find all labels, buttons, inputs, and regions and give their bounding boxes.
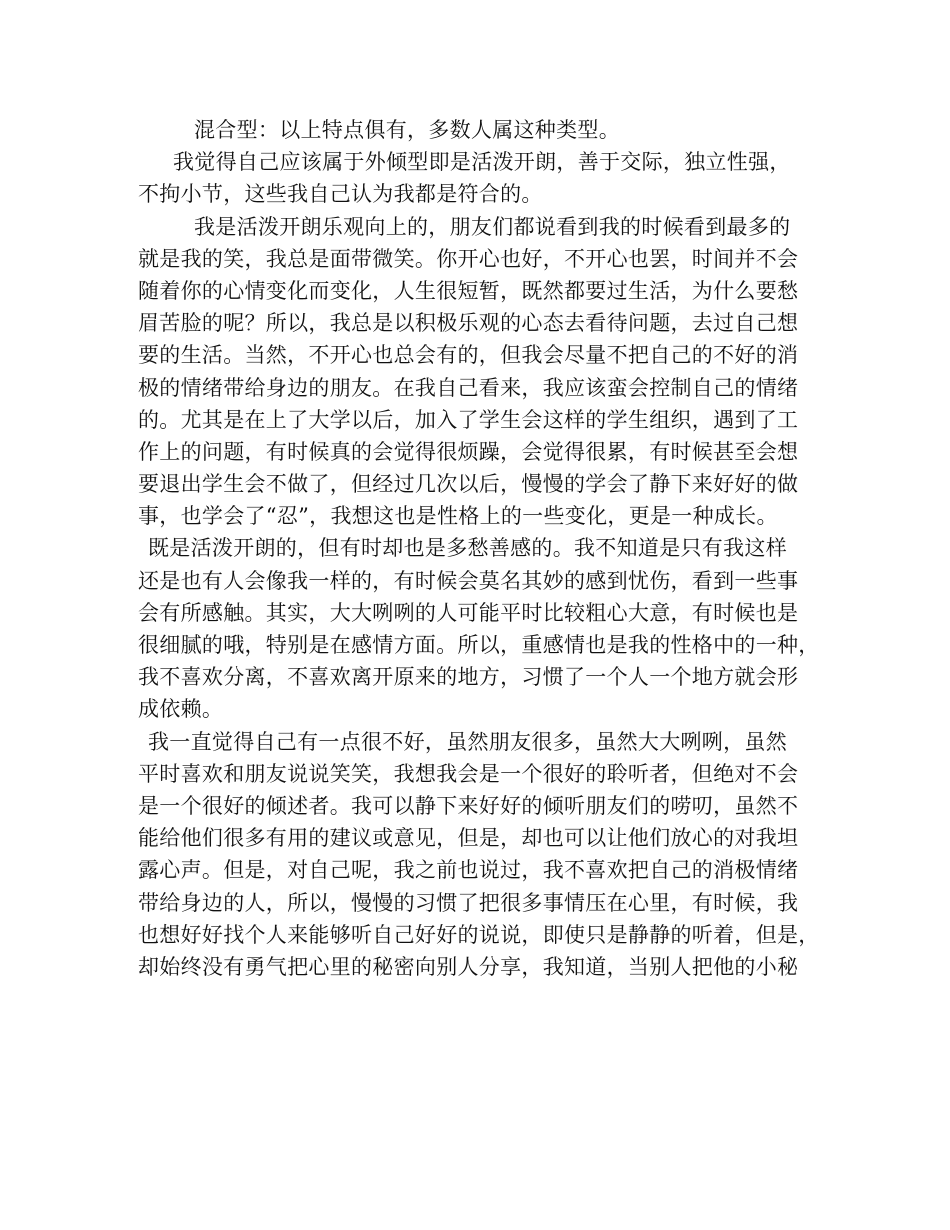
text-line: 却始终没有勇气把心里的秘密向别人分享，我知道，当别人把他的小秘 (138, 954, 799, 979)
text-line: 眉苦脸的呢？所以，我总是以积极乐观的心态去看待问题，去过自己想 (138, 311, 799, 336)
paragraph-extrovert (138, 146, 828, 210)
paragraph-sentimental (138, 532, 828, 725)
text-line: 露心声。但是，对自己呢，我之前也说过，我不喜欢把自己的消极情绪 (138, 858, 799, 883)
text-line: 事，也学会了“忍”，我想这也是性格上的一些变化，更是一种成长。 (138, 504, 778, 529)
paragraph-listener (138, 726, 828, 984)
text-line: 我一直觉得自己有一点很不好，虽然朋友很多，虽然大大咧咧，虽然 (148, 729, 787, 754)
text-line: 混合型：以上特点俱有，多数人属这种类型。 (194, 118, 620, 142)
text-line: 随着你的心情变化而变化，人生很短暂，既然都要过生活，为什么要愁 (138, 278, 799, 303)
text-line: 我不喜欢分离，不喜欢离开原来的地方，习惯了一个人一个地方就会形 (138, 665, 799, 690)
text-line: 我觉得自己应该属于外倾型即是活泼开朗，善于交际，独立性强， (173, 150, 791, 175)
text-line: 平时喜欢和朋友说说笑笑，我想我会是一个很好的聆听者，但绝对不会 (138, 761, 799, 786)
paragraph-mixed-type (138, 114, 828, 146)
text-line: 很细腻的哦，特别是在感情方面。所以，重感情也是我的性格中的一种， (138, 633, 820, 657)
text-line: 是一个很好的倾述者。我可以静下来好好的倾听朋友们的唠叨，虽然不 (138, 793, 799, 818)
text-line: 作上的问题，有时候真的会觉得很烦躁，会觉得很累，有时候甚至会想 (138, 439, 799, 464)
document-body (138, 114, 828, 983)
text-line: 还是也有人会像我一样的，有时候会莫名其妙的感到忧伤，看到一些事 (138, 568, 799, 593)
text-line: 极的情绪带给身边的朋友。在我自己看来，我应该蛮会控制自己的情绪 (138, 375, 799, 400)
text-line: 也想好好找个人来能够听自己好好的说说，即使只是静静的听着，但是， (138, 922, 820, 947)
text-line: 不拘小节，这些我自己认为我都是符合的。 (138, 182, 543, 207)
text-line: 带给身边的人，所以，慢慢的习惯了把很多事情压在心里，有时候，我 (138, 890, 799, 915)
text-line: 要的生活。当然，不开心也总会有的，但我会尽量不把自己的不好的消 (138, 343, 799, 368)
text-line: 要退出学生会不做了，但经过几次以后，慢慢的学会了静下来好好的做 (138, 472, 799, 497)
paragraph-optimistic (138, 211, 828, 533)
text-line: 既是活泼开朗的，但有时却也是多愁善感的。我不知道是只有我这样 (148, 536, 787, 561)
text-line: 的。尤其是在上了大学以后，加入了学生会这样的学生组织，遇到了工 (138, 407, 799, 432)
text-line: 成依赖。 (138, 697, 224, 722)
text-line: 能给他们很多有用的建议或意见，但是，却也可以让他们放心的对我坦 (138, 826, 799, 851)
text-line: 我是活泼开朗乐观向上的，朋友们都说看到我的时候看到最多的 (194, 214, 791, 239)
text-line: 就是我的笑，我总是面带微笑。你开心也好，不开心也罢，时间并不会 (138, 246, 799, 271)
text-line: 会有所感触。其实，大大咧咧的人可能平时比较粗心大意，有时候也是 (138, 600, 799, 625)
